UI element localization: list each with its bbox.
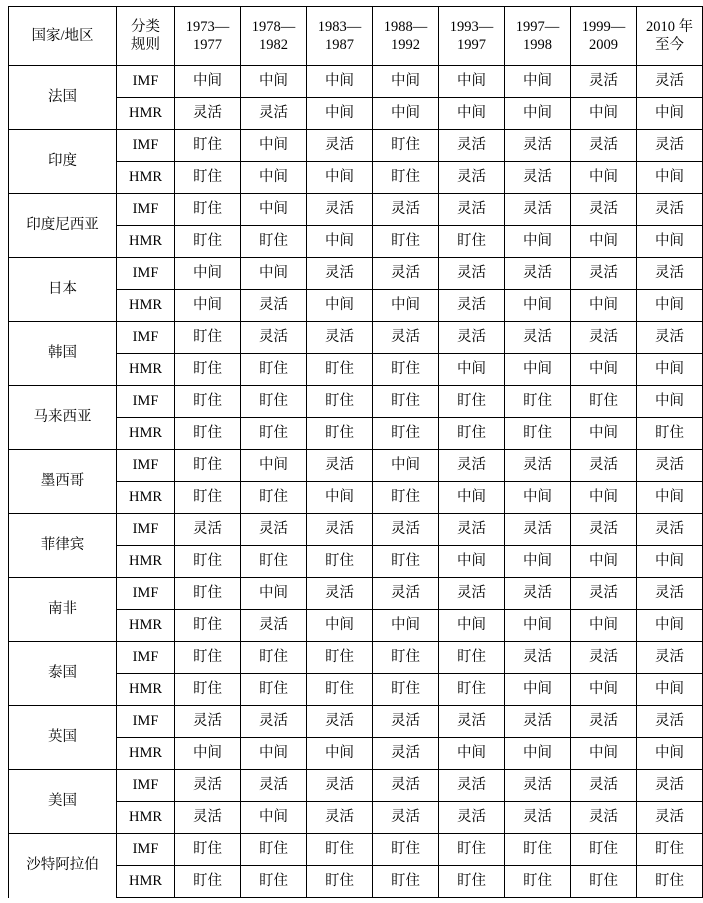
header-period-5-line1: 1993— (449, 18, 494, 35)
rule-cell-imf: IMF (117, 258, 175, 290)
regime-cell: 盯住 (175, 546, 241, 578)
regime-cell: 盯住 (637, 418, 703, 450)
regime-cell: 灵活 (373, 706, 439, 738)
regime-cell: 中间 (505, 482, 571, 514)
regime-cell: 灵活 (505, 578, 571, 610)
country-cell: 印度尼西亚 (9, 194, 117, 258)
table-row (9, 322, 703, 354)
table-row (9, 706, 703, 738)
regime-cell: 中间 (505, 226, 571, 258)
table-row (9, 578, 703, 610)
table-row (9, 514, 703, 546)
regime-cell: 盯住 (241, 418, 307, 450)
regime-cell: 中间 (373, 450, 439, 482)
regime-cell: 中间 (571, 98, 637, 130)
country-cell: 美国 (9, 770, 117, 834)
regime-cell: 盯住 (241, 866, 307, 898)
country-cell: 沙特阿拉伯 (9, 834, 117, 898)
regime-cell: 盯住 (241, 834, 307, 866)
regime-cell: 灵活 (439, 290, 505, 322)
regime-cell: 中间 (439, 482, 505, 514)
regime-cell: 灵活 (439, 162, 505, 194)
regime-cell: 盯住 (175, 482, 241, 514)
regime-cell: 盯住 (505, 386, 571, 418)
regime-cell: 中间 (571, 482, 637, 514)
regime-cell: 灵活 (307, 194, 373, 226)
regime-cell: 盯住 (439, 866, 505, 898)
regime-cell: 灵活 (439, 802, 505, 834)
regime-cell: 盯住 (439, 834, 505, 866)
regime-cell: 灵活 (637, 514, 703, 546)
header-country: 国家/地区 (9, 7, 117, 66)
regime-cell: 盯住 (307, 418, 373, 450)
header-period-3-line2: 1987 (325, 37, 354, 53)
regime-cell: 中间 (439, 738, 505, 770)
regime-cell: 盯住 (373, 546, 439, 578)
regime-cell: 盯住 (439, 226, 505, 258)
regime-cell: 中间 (373, 98, 439, 130)
regime-cell: 中间 (175, 290, 241, 322)
regime-cell: 中间 (241, 162, 307, 194)
regime-cell: 中间 (505, 98, 571, 130)
regime-cell: 灵活 (307, 578, 373, 610)
regime-cell: 盯住 (175, 194, 241, 226)
regime-cell: 中间 (439, 354, 505, 386)
rule-cell-hmr: HMR (117, 610, 175, 642)
regime-cell: 盯住 (439, 418, 505, 450)
regime-cell: 灵活 (373, 738, 439, 770)
header-period-7-line2: 2009 (589, 37, 618, 53)
table-row (9, 386, 703, 418)
regime-cell: 盯住 (505, 834, 571, 866)
header-rule-line1: 分类 (131, 18, 160, 35)
regime-cell: 盯住 (307, 642, 373, 674)
country-cell: 菲律宾 (9, 514, 117, 578)
header-period-4-line2: 1992 (391, 37, 420, 53)
regime-cell: 灵活 (373, 802, 439, 834)
regime-cell: 中间 (637, 610, 703, 642)
country-cell: 马来西亚 (9, 386, 117, 450)
regime-cell: 盯住 (373, 162, 439, 194)
regime-cell: 中间 (241, 738, 307, 770)
regime-cell: 中间 (439, 98, 505, 130)
rule-cell-imf: IMF (117, 130, 175, 162)
regime-cell: 盯住 (439, 642, 505, 674)
regime-cell: 中间 (571, 610, 637, 642)
regime-cell: 中间 (175, 66, 241, 98)
rule-cell-imf: IMF (117, 66, 175, 98)
header-period-2-line1: 1978— (251, 18, 296, 35)
regime-cell: 中间 (307, 482, 373, 514)
regime-cell: 中间 (571, 162, 637, 194)
regime-cell: 灵活 (439, 706, 505, 738)
regime-cell: 灵活 (439, 514, 505, 546)
regime-cell: 灵活 (505, 802, 571, 834)
regime-cell: 盯住 (175, 610, 241, 642)
regime-cell: 盯住 (307, 354, 373, 386)
regime-cell: 盯住 (175, 642, 241, 674)
regime-cell: 中间 (571, 674, 637, 706)
regime-cell: 灵活 (571, 322, 637, 354)
regime-cell: 灵活 (505, 130, 571, 162)
regime-cell: 灵活 (241, 706, 307, 738)
regime-cell: 盯住 (637, 866, 703, 898)
regime-cell: 盯住 (373, 674, 439, 706)
rule-cell-imf: IMF (117, 642, 175, 674)
table-header (9, 7, 703, 66)
regime-cell: 灵活 (439, 258, 505, 290)
header-period-6-line1: 1997— (515, 18, 560, 35)
header-row (9, 7, 703, 66)
regime-cell: 盯住 (241, 386, 307, 418)
rule-cell-imf: IMF (117, 514, 175, 546)
regime-cell: 盯住 (373, 642, 439, 674)
regime-cell: 中间 (373, 610, 439, 642)
regime-cell: 中间 (505, 66, 571, 98)
header-period-5 (439, 7, 505, 66)
regime-cell: 盯住 (571, 866, 637, 898)
regime-cell: 灵活 (307, 802, 373, 834)
regime-cell: 灵活 (637, 130, 703, 162)
regime-cell: 中间 (307, 98, 373, 130)
regime-cell: 灵活 (307, 706, 373, 738)
regime-cell: 盯住 (175, 130, 241, 162)
regime-cell: 灵活 (637, 258, 703, 290)
regime-cell: 盯住 (175, 450, 241, 482)
regime-cell: 灵活 (505, 258, 571, 290)
regime-cell: 中间 (571, 354, 637, 386)
table-row (9, 642, 703, 674)
regime-cell: 中间 (241, 578, 307, 610)
regime-cell: 灵活 (307, 514, 373, 546)
regime-cell: 盯住 (373, 482, 439, 514)
regime-cell: 灵活 (571, 706, 637, 738)
regime-cell: 盯住 (241, 482, 307, 514)
regime-cell: 盯住 (241, 674, 307, 706)
regime-cell: 中间 (637, 674, 703, 706)
regime-cell: 中间 (637, 354, 703, 386)
country-cell: 墨西哥 (9, 450, 117, 514)
regime-cell: 中间 (637, 482, 703, 514)
rule-cell-hmr: HMR (117, 546, 175, 578)
regime-cell: 中间 (241, 450, 307, 482)
regime-cell: 中间 (637, 546, 703, 578)
regime-cell: 灵活 (439, 322, 505, 354)
header-period-8-line1: 2010 年 (645, 18, 694, 35)
regime-cell: 盯住 (439, 386, 505, 418)
header-period-6 (505, 7, 571, 66)
rule-cell-hmr: HMR (117, 674, 175, 706)
regime-cell: 中间 (505, 610, 571, 642)
regime-cell: 盯住 (373, 354, 439, 386)
regime-cell: 灵活 (307, 258, 373, 290)
regime-cell: 盯住 (241, 642, 307, 674)
rule-cell-hmr: HMR (117, 354, 175, 386)
regime-cell: 灵活 (439, 770, 505, 802)
rule-cell-hmr: HMR (117, 162, 175, 194)
regime-cell: 灵活 (175, 98, 241, 130)
regime-cell: 灵活 (175, 706, 241, 738)
table-row (9, 258, 703, 290)
header-rule (117, 7, 175, 66)
regime-cell: 灵活 (505, 770, 571, 802)
regime-cell: 灵活 (439, 450, 505, 482)
regime-cell: 灵活 (571, 514, 637, 546)
regime-cell: 中间 (175, 738, 241, 770)
regime-cell: 灵活 (175, 770, 241, 802)
regime-cell: 盯住 (307, 674, 373, 706)
regime-cell: 中间 (241, 194, 307, 226)
regime-cell: 中间 (373, 290, 439, 322)
regime-cell: 灵活 (571, 450, 637, 482)
regime-cell: 灵活 (571, 194, 637, 226)
regime-cell: 盯住 (175, 354, 241, 386)
regime-cell: 灵活 (571, 130, 637, 162)
regime-cell: 灵活 (505, 194, 571, 226)
regime-cell: 中间 (307, 738, 373, 770)
regime-cell: 灵活 (637, 770, 703, 802)
rule-cell-imf: IMF (117, 834, 175, 866)
regime-cell: 中间 (241, 130, 307, 162)
header-period-4 (373, 7, 439, 66)
rule-cell-imf: IMF (117, 386, 175, 418)
header-period-8 (637, 7, 703, 66)
header-period-3-line1: 1983— (317, 18, 362, 35)
regime-cell: 中间 (571, 226, 637, 258)
regime-cell: 中间 (637, 162, 703, 194)
regime-cell: 灵活 (373, 258, 439, 290)
regime-cell: 灵活 (241, 514, 307, 546)
regime-cell: 中间 (241, 258, 307, 290)
regime-cell: 盯住 (241, 226, 307, 258)
regime-cell: 盯住 (175, 418, 241, 450)
regime-cell: 灵活 (637, 578, 703, 610)
regime-cell: 灵活 (175, 514, 241, 546)
regime-cell: 盯住 (373, 418, 439, 450)
regime-cell: 盯住 (241, 354, 307, 386)
regime-cell: 灵活 (307, 450, 373, 482)
regime-cell: 灵活 (505, 162, 571, 194)
table-body (9, 66, 703, 898)
country-cell: 泰国 (9, 642, 117, 706)
regime-cell: 盯住 (571, 834, 637, 866)
regime-cell: 灵活 (637, 194, 703, 226)
regime-cell: 灵活 (571, 770, 637, 802)
regime-cell: 盯住 (373, 866, 439, 898)
rule-cell-imf: IMF (117, 194, 175, 226)
header-period-1-line1: 1973— (185, 18, 230, 35)
header-period-5-line2: 1997 (457, 37, 486, 53)
regime-cell: 灵活 (439, 130, 505, 162)
regime-cell: 盯住 (175, 674, 241, 706)
regime-cell: 盯住 (307, 546, 373, 578)
regime-cell: 中间 (307, 66, 373, 98)
regime-cell: 盯住 (241, 546, 307, 578)
regime-cell: 灵活 (373, 514, 439, 546)
regime-cell: 盯住 (175, 386, 241, 418)
table-row (9, 130, 703, 162)
header-period-3 (307, 7, 373, 66)
country-cell: 日本 (9, 258, 117, 322)
regime-cell: 盯住 (175, 162, 241, 194)
regime-cell: 灵活 (637, 450, 703, 482)
table-row (9, 194, 703, 226)
regime-cell: 盯住 (637, 834, 703, 866)
regime-cell: 中间 (505, 290, 571, 322)
header-period-7 (571, 7, 637, 66)
table-row (9, 450, 703, 482)
regime-cell: 中间 (637, 738, 703, 770)
rule-cell-hmr: HMR (117, 98, 175, 130)
regime-cell: 灵活 (505, 322, 571, 354)
regime-cell: 灵活 (571, 66, 637, 98)
header-period-2 (241, 7, 307, 66)
regime-cell: 灵活 (307, 130, 373, 162)
header-period-7-line1: 1999— (581, 18, 626, 35)
regime-cell: 中间 (439, 610, 505, 642)
regime-cell: 盯住 (175, 866, 241, 898)
regime-cell: 灵活 (637, 802, 703, 834)
country-cell: 英国 (9, 706, 117, 770)
regime-cell: 中间 (637, 386, 703, 418)
regime-cell: 中间 (307, 290, 373, 322)
regime-cell: 灵活 (373, 770, 439, 802)
rule-cell-imf: IMF (117, 450, 175, 482)
country-cell: 南非 (9, 578, 117, 642)
regime-cell: 盯住 (373, 130, 439, 162)
regime-cell: 中间 (505, 738, 571, 770)
regime-cell: 中间 (241, 66, 307, 98)
rule-cell-hmr: HMR (117, 482, 175, 514)
regime-cell: 盯住 (439, 674, 505, 706)
regime-cell: 盯住 (175, 226, 241, 258)
regime-cell: 中间 (637, 226, 703, 258)
regime-cell: 盯住 (505, 866, 571, 898)
regime-cell: 灵活 (637, 706, 703, 738)
header-period-6-line2: 1998 (523, 37, 552, 53)
regime-cell: 灵活 (307, 770, 373, 802)
regime-cell: 盯住 (373, 834, 439, 866)
regime-cell: 中间 (505, 354, 571, 386)
regime-cell: 中间 (571, 290, 637, 322)
regime-cell: 盯住 (505, 418, 571, 450)
regime-cell: 盯住 (307, 834, 373, 866)
regime-cell: 中间 (307, 226, 373, 258)
table-row (9, 770, 703, 802)
rule-cell-hmr: HMR (117, 418, 175, 450)
regime-cell: 灵活 (307, 322, 373, 354)
table-row (9, 834, 703, 866)
regime-cell: 灵活 (241, 290, 307, 322)
header-period-1-line2: 1977 (193, 37, 222, 53)
regime-cell: 灵活 (505, 514, 571, 546)
header-period-4-line1: 1988— (383, 18, 428, 35)
regime-cell: 中间 (571, 418, 637, 450)
exchange-rate-regime-table (8, 6, 703, 898)
regime-cell: 中间 (571, 546, 637, 578)
header-rule-line2: 规则 (131, 37, 160, 53)
regime-cell: 灵活 (373, 194, 439, 226)
regime-cell: 中间 (307, 610, 373, 642)
regime-cell: 灵活 (571, 578, 637, 610)
rule-cell-hmr: HMR (117, 290, 175, 322)
rule-cell-hmr: HMR (117, 802, 175, 834)
regime-cell: 灵活 (439, 578, 505, 610)
regime-cell: 灵活 (241, 98, 307, 130)
regime-cell: 中间 (439, 66, 505, 98)
regime-cell: 灵活 (241, 610, 307, 642)
regime-cell: 中间 (637, 290, 703, 322)
rule-cell-hmr: HMR (117, 738, 175, 770)
regime-cell: 中间 (373, 66, 439, 98)
regime-cell: 灵活 (637, 66, 703, 98)
regime-cell: 灵活 (439, 194, 505, 226)
regime-cell: 灵活 (637, 322, 703, 354)
regime-cell: 中间 (505, 674, 571, 706)
regime-cell: 盯住 (571, 386, 637, 418)
regime-cell: 灵活 (241, 770, 307, 802)
rule-cell-imf: IMF (117, 578, 175, 610)
regime-cell: 灵活 (241, 322, 307, 354)
country-cell: 法国 (9, 66, 117, 130)
regime-cell: 盯住 (307, 866, 373, 898)
regime-cell: 盯住 (175, 578, 241, 610)
regime-cell: 灵活 (571, 802, 637, 834)
rule-cell-imf: IMF (117, 706, 175, 738)
regime-cell: 灵活 (505, 706, 571, 738)
regime-cell: 中间 (637, 98, 703, 130)
regime-cell: 中间 (175, 258, 241, 290)
rule-cell-imf: IMF (117, 322, 175, 354)
header-period-8-line2: 至今 (655, 37, 684, 53)
regime-cell: 盯住 (373, 226, 439, 258)
country-cell: 韩国 (9, 322, 117, 386)
table-row (9, 66, 703, 98)
regime-cell: 中间 (439, 546, 505, 578)
regime-cell: 中间 (571, 738, 637, 770)
rule-cell-hmr: HMR (117, 226, 175, 258)
regime-cell: 灵活 (571, 642, 637, 674)
regime-cell: 灵活 (373, 578, 439, 610)
regime-cell: 灵活 (505, 642, 571, 674)
regime-cell: 中间 (241, 802, 307, 834)
regime-cell: 盯住 (373, 386, 439, 418)
regime-cell: 盯住 (307, 386, 373, 418)
regime-cell: 灵活 (373, 322, 439, 354)
country-cell: 印度 (9, 130, 117, 194)
regime-cell: 中间 (307, 162, 373, 194)
regime-cell: 灵活 (571, 258, 637, 290)
regime-cell: 灵活 (175, 802, 241, 834)
rule-cell-imf: IMF (117, 770, 175, 802)
regime-cell: 盯住 (175, 322, 241, 354)
regime-cell: 盯住 (175, 834, 241, 866)
regime-cell: 灵活 (505, 450, 571, 482)
header-period-1 (175, 7, 241, 66)
regime-cell: 灵活 (637, 642, 703, 674)
rule-cell-hmr: HMR (117, 866, 175, 898)
regime-cell: 中间 (505, 546, 571, 578)
header-period-2-line2: 1982 (259, 37, 288, 53)
